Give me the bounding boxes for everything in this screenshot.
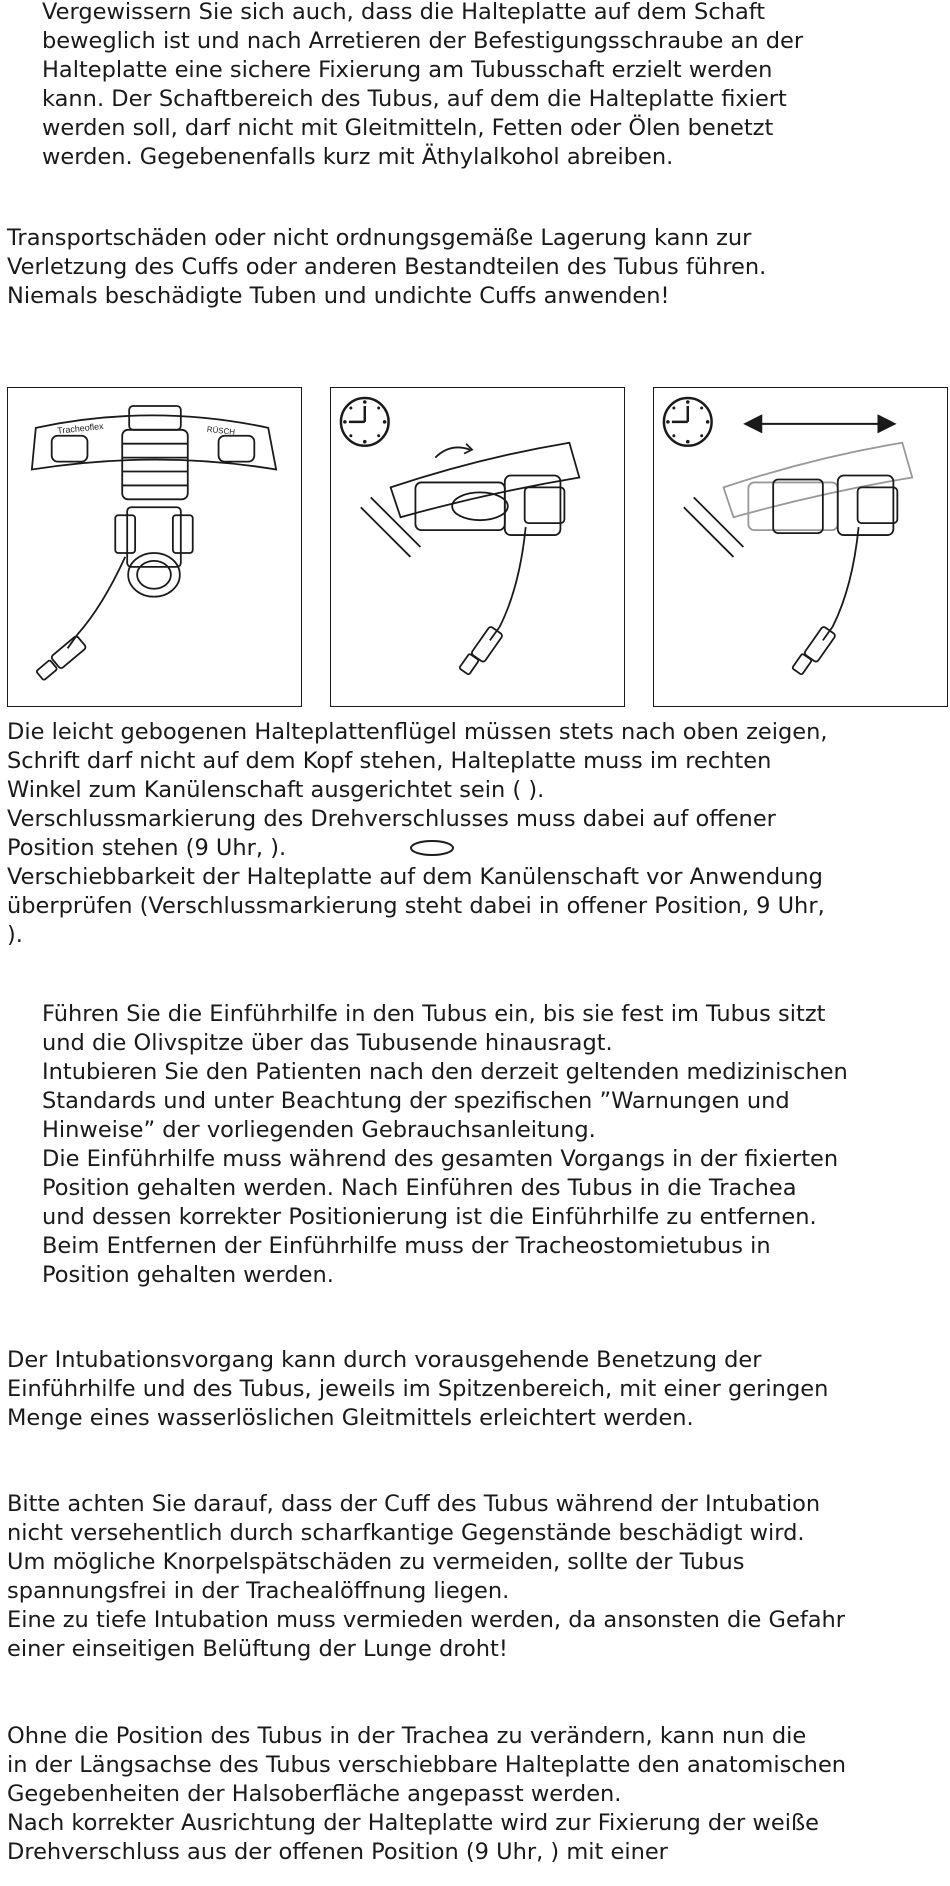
text-line: Verletzung des Cuffs oder anderen Bestandteilen des Tubus führen. [7, 254, 767, 280]
text-line: Eine zu tiefe Intubation muss vermieden werden, da ansonsten die Gefahr [7, 1607, 846, 1633]
figure-holding-plate-front [7, 387, 302, 707]
text-line: Vergewissern Sie sich auch, dass die Halteplatte auf dem Schaft [42, 0, 766, 25]
text-line: Verschlussmarkierung des Drehverschlusses muss dabei auf offener [7, 806, 776, 832]
text-line: und die Olivspitze über das Tubusende hinausragt. [42, 1030, 613, 1056]
text-line: Führen Sie die Einführhilfe in den Tubus ein, bis sie fest im Tubus sitzt [42, 1001, 826, 1027]
text-line: Die Einführhilfe muss während des gesamten Vorgangs in der fixierten [42, 1146, 839, 1172]
text-line: Standards und unter Beachtung der spezifischen ”Warnungen und [42, 1088, 790, 1114]
clock-icon [664, 398, 712, 446]
text-line: Um mögliche Knorpelspätschäden zu vermeiden, sollte der Tubus [7, 1549, 745, 1575]
text-line: Gegebenheiten der Halsoberfläche angepasst werden. [7, 1781, 622, 1807]
paragraph-alignment [7, 718, 828, 950]
text-line: kann. Der Schaftbereich des Tubus, auf dem die Halteplatte fixiert [42, 86, 787, 112]
double-arrow-icon [745, 416, 894, 432]
text-line: beweglich ist und nach Arretieren der Befestigungsschraube an der [42, 28, 804, 54]
brand-label-right: RÜSCH [206, 424, 236, 437]
text-line: Beim Entfernen der Einführhilfe muss der Tracheostomietubus in [42, 1233, 771, 1259]
text-line: überprüfen (Verschlussmarkierung steht dabei in offener Position, 9 Uhr, [7, 893, 825, 919]
text-line: Position stehen (9 Uhr, ). [7, 835, 287, 861]
text-line: und dessen korrekter Positionierung ist die Einführhilfe zu entfernen. [42, 1204, 817, 1230]
holding-plate-illustration [8, 388, 301, 706]
text-line: Position gehalten werden. Nach Einführen des Tubus in die Trachea [42, 1175, 797, 1201]
paragraph-transport-damage [7, 224, 766, 311]
text-line: Einführhilfe und des Tubus, jeweils im Spitzenbereich, mit einer geringen [7, 1376, 829, 1402]
text-line: Intubieren Sie den Patienten nach den derzeit geltenden medizinischen [42, 1059, 848, 1085]
text-line: Ohne die Position des Tubus in der Trachea zu verändern, kann nun die [7, 1723, 807, 1749]
text-line: Niemals beschädigte Tuben und undichte Cuffs anwenden! [7, 283, 670, 309]
text-line: werden. Gegebenenfalls kurz mit Äthylalkohol abreiben. [42, 144, 674, 170]
text-line: Der Intubationsvorgang kann durch vorausgehende Benetzung der [7, 1347, 762, 1373]
paragraph-intubation-steps [42, 1000, 848, 1290]
text-line: Halteplatte eine sichere Fixierung am Tubusschaft erzielt werden [42, 57, 773, 83]
clock-icon [341, 398, 389, 446]
brand-label-left: Tracheoflex [56, 420, 104, 436]
text-line: Drehverschluss aus der offenen Position (9 Uhr, ) mit einer [7, 1839, 668, 1865]
text-line: Nach korrekter Ausrichtung der Halteplatte wird zur Fixierung der weiße [7, 1810, 819, 1836]
text-line: Transportschäden oder nicht ordnungsgemäße Lagerung kann zur [7, 225, 752, 251]
rotate-closure-illustration [331, 388, 624, 706]
text-line: Bitte achten Sie darauf, dass der Cuff des Tubus während der Intubation [7, 1491, 821, 1517]
text-line: ). [7, 922, 23, 948]
text-line: Position gehalten werden. [42, 1262, 334, 1288]
text-line: Hinweise” der vorliegenden Gebrauchsanleitung. [42, 1117, 596, 1143]
slide-plate-illustration [654, 388, 947, 706]
text-line: Die leicht gebogenen Halteplattenflügel müssen stets nach oben zeigen, [7, 719, 828, 745]
text-line: Winkel zum Kanülenschaft ausgerichtet sein ( ). [7, 777, 545, 803]
closure-ring-icon [407, 837, 457, 859]
text-line: einer einseitigen Belüftung der Lunge droht! [7, 1636, 508, 1662]
figure-rotate-closure [330, 387, 625, 707]
text-line: in der Längsachse des Tubus verschiebbare Halteplatte den anatomischen [7, 1752, 847, 1778]
text-line: nicht versehentlich durch scharfkantige Gegenstände beschädigt wird. [7, 1520, 805, 1546]
text-line: werden soll, darf nicht mit Gleitmitteln, Fetten oder Ölen benetzt [42, 115, 774, 141]
text-line: Schrift darf nicht auf dem Kopf stehen, Halteplatte muss im rechten [7, 748, 772, 774]
paragraph-plate-adjustment [7, 1722, 846, 1867]
paragraph-mounting-check [42, 0, 803, 172]
text-line: spannungsfrei in der Trachealöffnung liegen. [7, 1578, 510, 1604]
text-line: Verschiebbarkeit der Halteplatte auf dem Kanülenschaft vor Anwendung [7, 864, 823, 890]
paragraph-cuff-warning [7, 1490, 845, 1664]
figure-slide-plate [653, 387, 948, 707]
text-line: Menge eines wasserlöslichen Gleitmittels erleichtert werden. [7, 1405, 694, 1431]
paragraph-lubrication [7, 1346, 828, 1433]
